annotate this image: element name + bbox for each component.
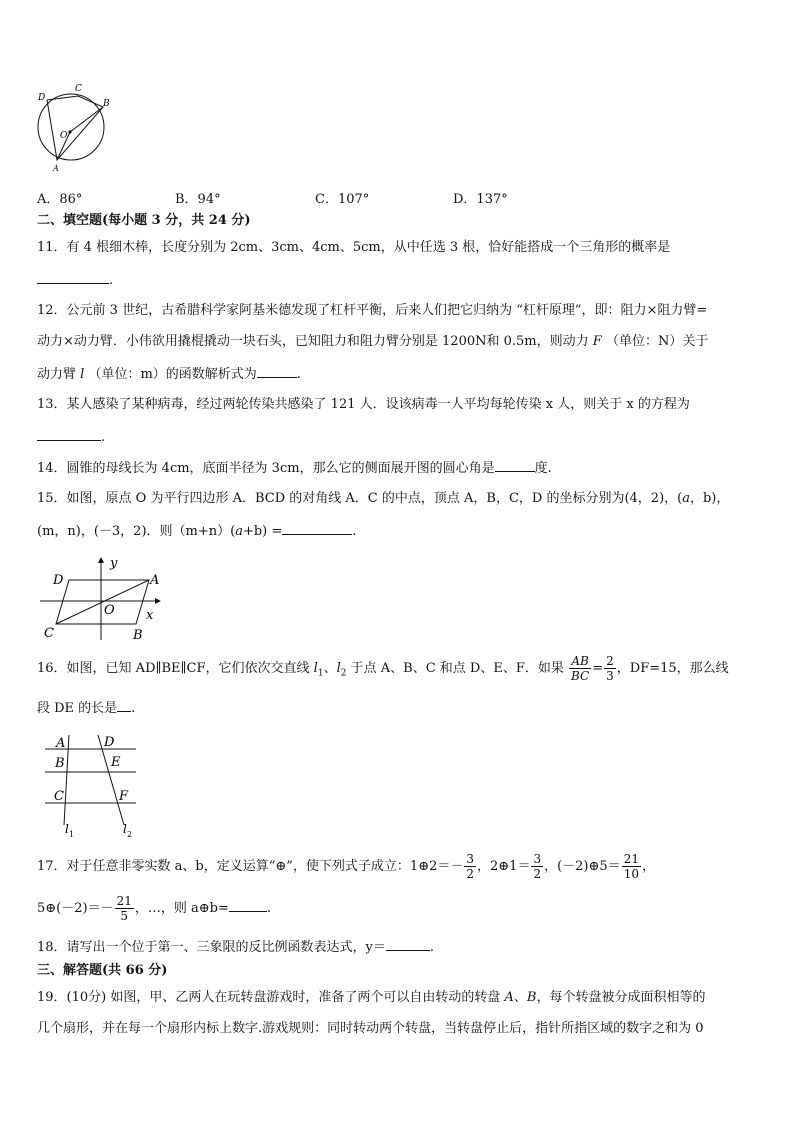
label-O: O bbox=[60, 131, 68, 141]
option-c: C．107° bbox=[315, 192, 370, 207]
q12-line3: 动力臂 l （单位：m）的函数解析式为 . bbox=[37, 367, 301, 382]
parallel-lines-figure bbox=[40, 730, 145, 840]
parallelogram-figure bbox=[40, 552, 170, 642]
label-O: O bbox=[104, 603, 115, 618]
q17-line2: 5⊕(－2)＝－ $\frac{21}{5}$ ，…，则 a⊕b= . bbox=[37, 894, 272, 923]
q15-line1: 15．如图，原点 O 为平行四边形 A．BCD 的对角线 A．C 的中点，顶点 A，B，C，D 的坐标分别为(4，2)，(a，b)， bbox=[37, 491, 730, 506]
q19-line2: 几个扇形，并在每一个扇形内标上数字.游戏规则：同时转动两个转盘，当转盘停止后，指针所指区域的数字之和为 0 bbox=[37, 1021, 704, 1036]
label-l1: l bbox=[65, 822, 69, 836]
q16-line1: 16．如图，已知 AD∥BE∥CF，它们依次交直线 $l_1$、$l_2$ 于点 A、B、C 和点 D、E、F．如果 $\frac{AB}{BC}$ = $\frac{2}{3}$ ，DF=15，那么线 bbox=[37, 654, 729, 683]
label-B: B bbox=[55, 756, 65, 771]
label-F: F bbox=[119, 789, 129, 804]
q13-line1: 13．某人感染了某种病毒，经过两轮传染共感染了 121 人．设该病毒一人平均每轮传染 x 人，则关于 x 的方程为 bbox=[37, 397, 690, 412]
label-A: A bbox=[56, 736, 66, 751]
value-fraction: $\frac{2}{3}$ bbox=[606, 654, 614, 683]
label-C: C bbox=[75, 84, 82, 94]
ratio-fraction: $\frac{AB}{BC}$ bbox=[570, 654, 590, 683]
label-E: E bbox=[111, 755, 121, 770]
q11-answer: . bbox=[37, 271, 113, 289]
option-b: B．94° bbox=[175, 192, 221, 207]
label-B: B bbox=[103, 99, 110, 109]
q17-line1: 17．对于任意非零实数 a、b，定义运算“⊕”，使下列式子成立：1⊕2＝－ $\frac{3}{2}$ ，2⊕1＝ $\frac{3}{2}$ ，(－2)⊕5＝ $\frac{21}{10}$ ， bbox=[37, 852, 655, 881]
q18: 18．请写出一个位于第一、三象限的反比例函数表达式，y＝ . bbox=[37, 940, 435, 955]
label-l1-sub: 1 bbox=[69, 830, 75, 839]
label-D: D bbox=[53, 573, 64, 588]
q11-line1: 11．有 4 根细木棒，长度分别为 2cm、3cm、4cm、5cm，从中任选 3 根，恰好能搭成一个三角形的概率是 bbox=[37, 240, 671, 255]
label-B: B bbox=[133, 628, 143, 642]
q12-line2: 动力×动力臂．小伟欲用撬棍撬动一块石头，已知阻力和阻力臂分别是 1200N和 0.5m，则动力 F （单位：N）关于 bbox=[37, 334, 709, 349]
label-D: D bbox=[38, 93, 46, 103]
label-y: y bbox=[110, 556, 118, 571]
q15-line2: (m，n)，(－3，2)．则（m+n）(a+b) = . bbox=[37, 524, 357, 539]
section-2-title: 二、填空题(每小题 3 分，共 24 分) bbox=[37, 213, 251, 228]
q13-answer: . bbox=[37, 428, 105, 446]
option-a: A．86° bbox=[37, 192, 83, 207]
q16-line2: 段 DE 的长是 . bbox=[37, 701, 136, 716]
label-A: A bbox=[150, 573, 160, 588]
q14: 14．圆锥的母线长为 4cm，底面半径为 3cm，那么它的侧面展开图的圆心角是 度. bbox=[37, 461, 552, 476]
section-3-title: 三、解答题(共 66 分) bbox=[37, 963, 168, 978]
q19-line1: 19．(10分) 如图，甲、乙两人在玩转盘游戏时，准备了两个可以自由转动的转盘 A、B，每个转盘被分成面积相等的 bbox=[37, 990, 706, 1005]
option-d: D．137° bbox=[453, 192, 508, 207]
label-l2: l bbox=[123, 822, 127, 836]
circle-figure bbox=[30, 82, 120, 174]
label-x: x bbox=[146, 608, 154, 623]
q12-line1: 12．公元前 3 世纪，古希腊科学家阿基米德发现了杠杆平衡，后来人们把它归纳为 “杠杆原理”，即：阻力×阻力臂= bbox=[37, 303, 708, 318]
label-C: C bbox=[44, 626, 54, 641]
label-C: C bbox=[54, 789, 64, 804]
label-A: A bbox=[53, 164, 59, 173]
label-D: D bbox=[104, 735, 115, 750]
label-l2-sub: 2 bbox=[127, 830, 133, 839]
